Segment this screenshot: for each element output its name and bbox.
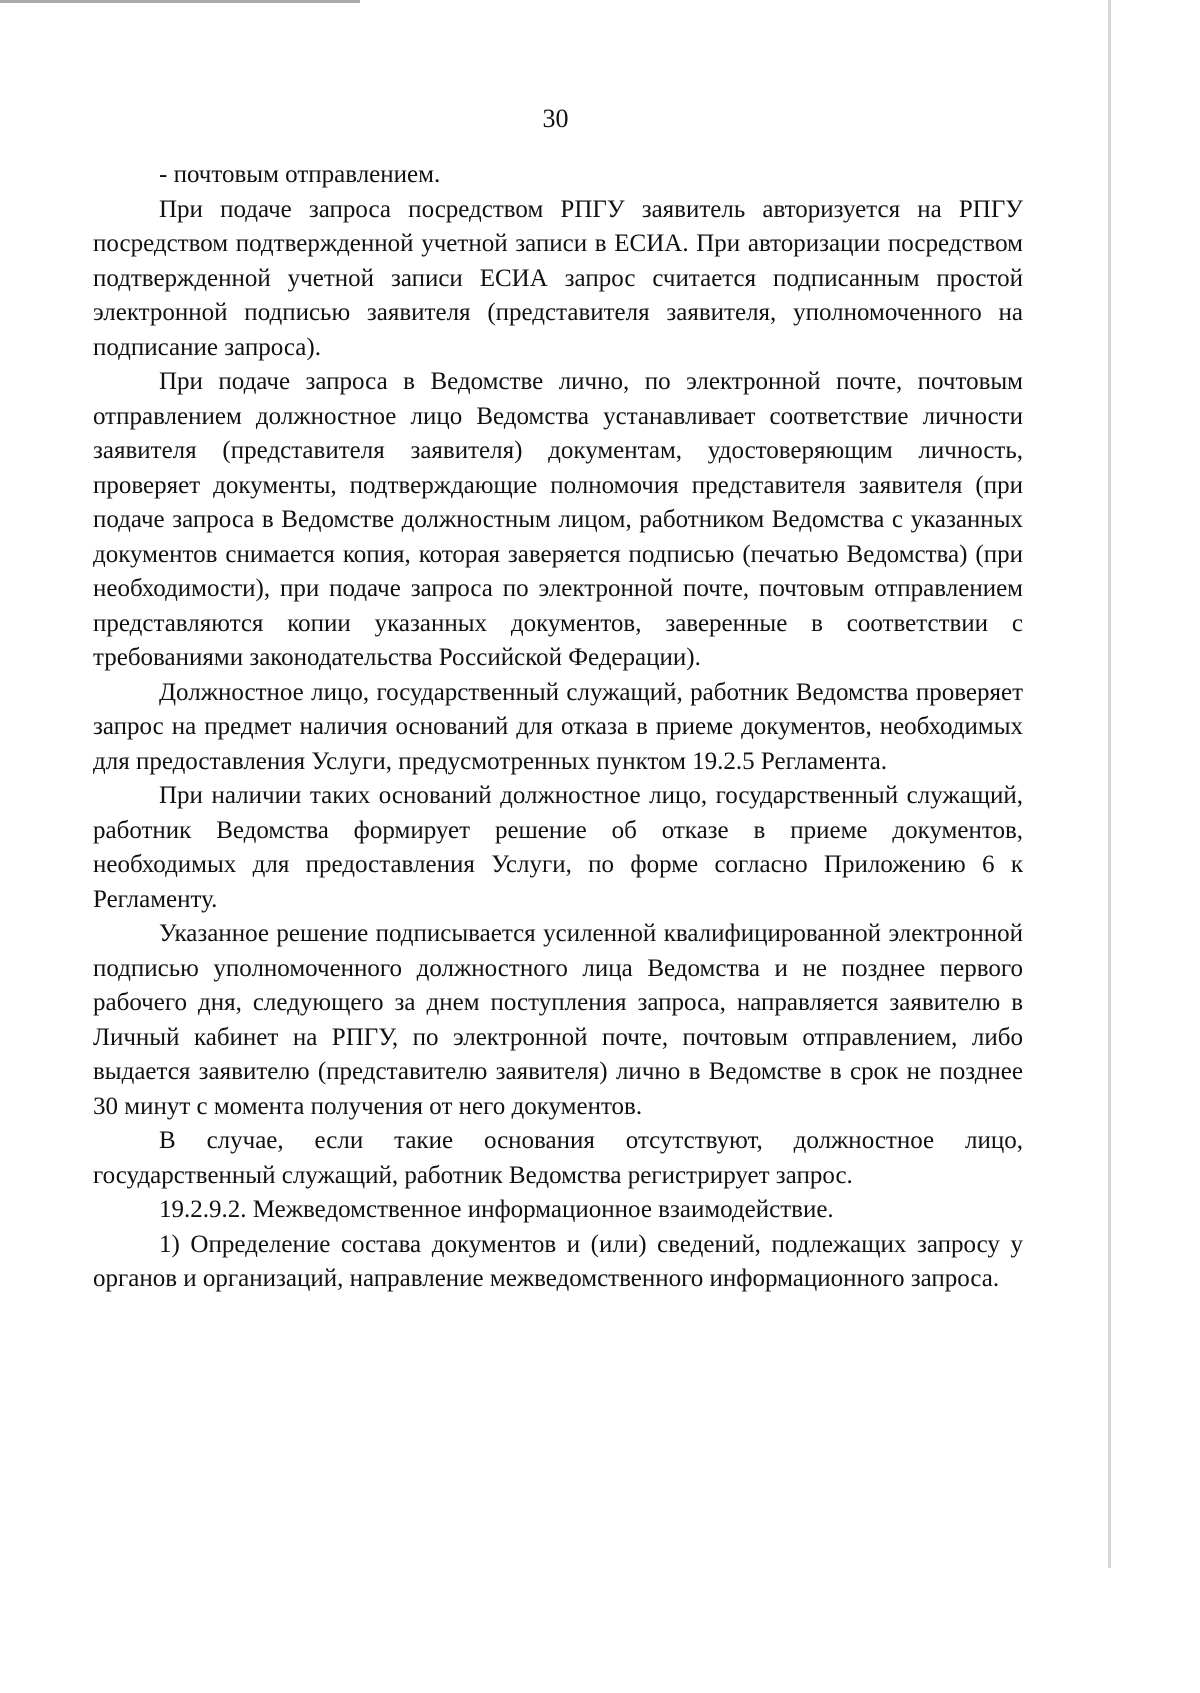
paragraph: - почтовым отправлением. <box>159 161 441 188</box>
scan-edge-right <box>1108 0 1111 1568</box>
document-body <box>93 158 1023 1297</box>
paragraph: В случае, если такие основания отсутствуют, должностное лицо, государственный служащий, работник Ведомства регистрирует запрос. <box>93 1127 1023 1189</box>
paragraph: Указанное решение подписывается усиленной квалифицированной электронной подписью уполномоченного должностного лица Ведомства и не позднее первого рабочего дня, следующего за днем поступления запроса, направляется заявителю в Личный кабинет на РПГУ, по электронной почте, почтовым отправлением, либо выдается заявителю (представителю заявителя) лично в Ведомстве в срок не позднее 30 минут с момента получения от него документов. <box>93 920 1023 1120</box>
paragraph: При подаче запроса посредством РПГУ заявитель авторизуется на РПГУ посредством подтвержденной учетной записи в ЕСИА. При авторизации посредством подтвержденной учетной записи ЕСИА запрос считается подписанным простой электронной подписью заявителя (представителя заявителя, уполномоченного на подписание запроса). <box>93 195 1023 361</box>
paragraph: 19.2.9.2. Межведомственное информационное взаимодействие. <box>159 1196 834 1223</box>
paragraph: 1) Определение состава документов и (или) сведений, подлежащих запросу у органов и организаций, направление межведомственного информационного запроса. <box>93 1230 1023 1292</box>
scan-edge-top <box>0 0 360 3</box>
page-number: 30 <box>542 104 569 133</box>
paragraph: Должностное лицо, государственный служащий, работник Ведомства проверяет запрос на предмет наличия оснований для отказа в приеме документов, необходимых для предоставления Услуги, предусмотренных пунктом 19.2.5 Регламента. <box>93 678 1023 775</box>
paragraph: При наличии таких оснований должностное лицо, государственный служащий, работник Ведомства формирует решение об отказе в приеме документов, необходимых для предоставления Услуги, по форме согласно Приложению 6 к Регламенту. <box>93 782 1023 913</box>
paragraph: При подаче запроса в Ведомстве лично, по электронной почте, почтовым отправлением должностное лицо Ведомства устанавливает соответствие личности заявителя (представителя заявителя) документам, удостоверяющим личность, проверяет документы, подтверждающие полномочия представителя заявителя (при подаче запроса в Ведомстве должностным лицом, работником Ведомства с указанных документов снимается копия, которая заверяется подписью (печатью Ведомства) (при необходимости), при подаче запроса по электронной почте, почтовым отправлением представляются копии указанных документов, заверенные в соответствии с требованиями законодательства Российской Федерации). <box>93 368 1023 671</box>
